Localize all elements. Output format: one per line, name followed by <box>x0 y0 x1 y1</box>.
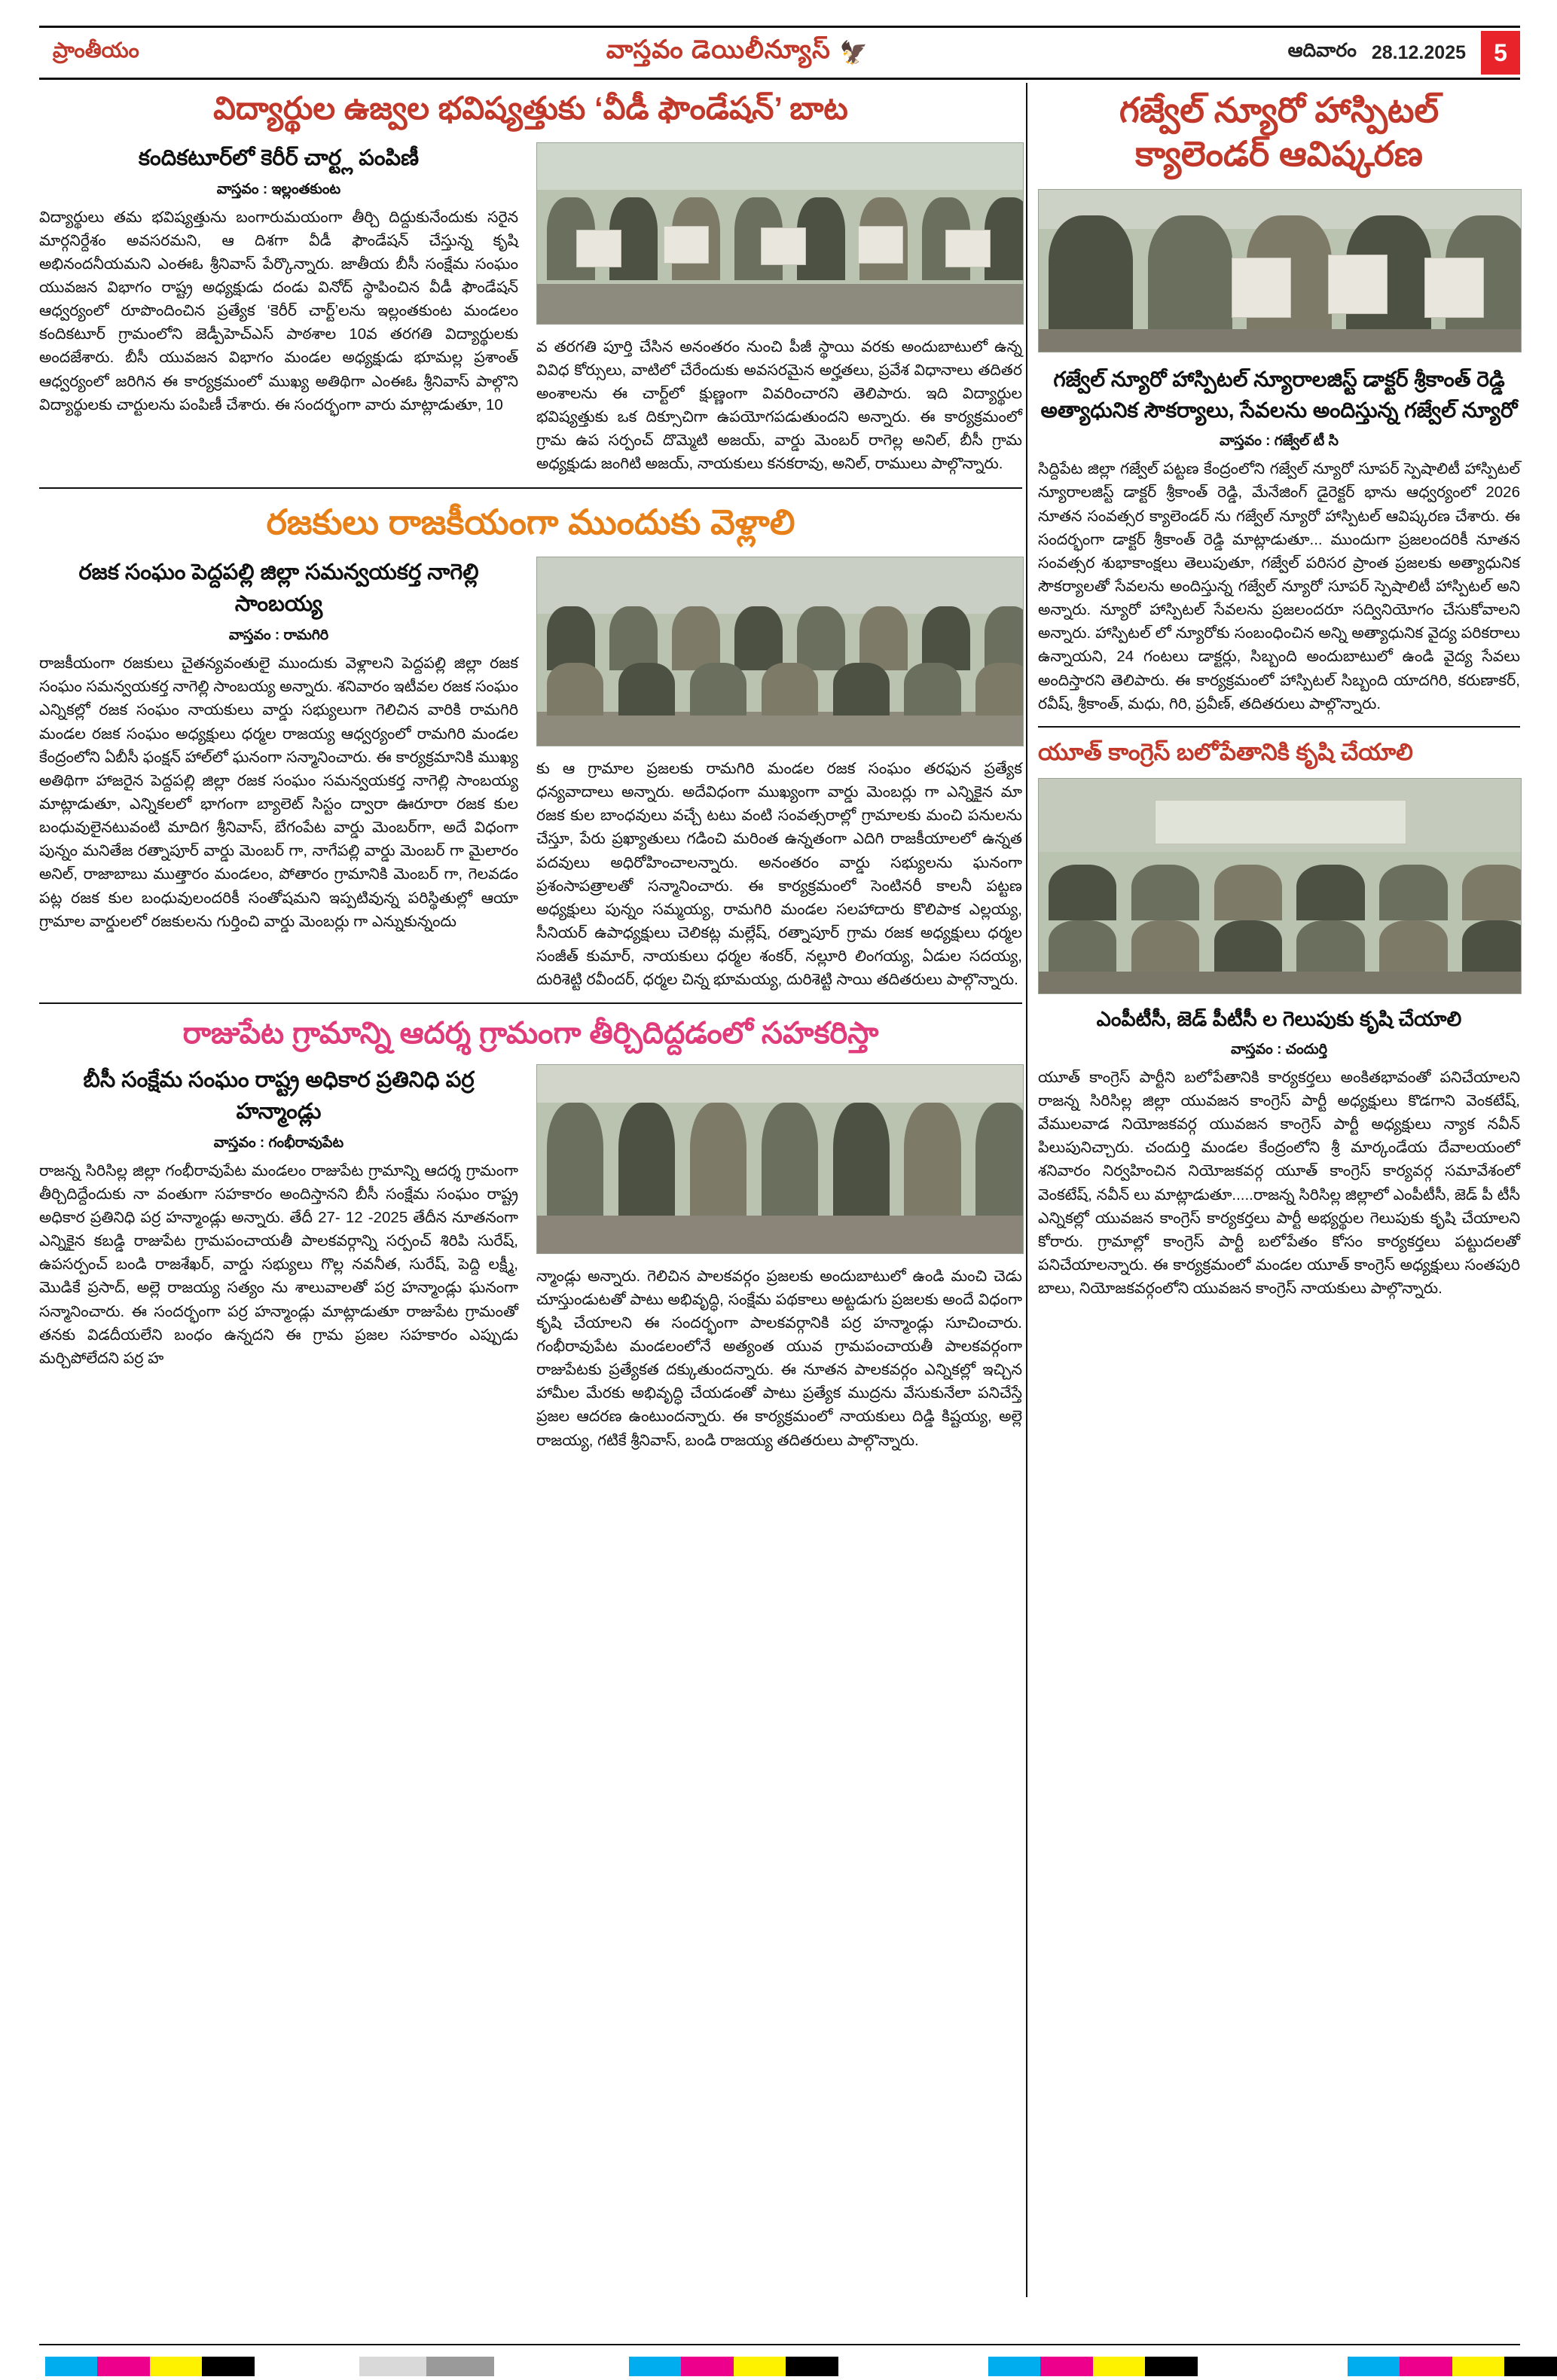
story-rajupeta-village <box>39 1015 1022 1452</box>
rajaka-sangham-group-photo <box>536 557 1024 746</box>
story1-headline: విద్యార్థుల ఉజ్వల భవిష్యత్తుకు ‘వీడీ ఫౌండేషన్’ బాట <box>213 90 848 126</box>
divider-3 <box>1038 726 1520 728</box>
story4-subhead: గజ్వేల్ న్యూరో హాస్పిటల్ న్యూరాలజిస్ట్ డాక్టర్ శ్రీకాంత్ రెడ్డి అత్యాధునిక సౌకర్యాలు, సేవలను అందిస్తున్న గజ్వేల్ న్యూరో <box>1040 368 1518 422</box>
cmyk-colorbar <box>0 2353 1557 2380</box>
bird-icon: 🦅 <box>839 40 869 66</box>
page-number: 5 <box>1481 31 1520 75</box>
story3-subhead: బీసీ సంక్షేమ సంఘం రాష్ట్ర అధికార ప్రతినిధి పర్ర హన్మాండ్లు <box>83 1067 475 1124</box>
story1-col2: వ తరగతి పూర్తి చేసిన అనంతరం నుంచి పీజీ స్థాయి వరకు అందుబాటులో ఉన్న వివిధ కోర్సులు, వాటిలో చేరేందుకు అవసరమైన అర్హతలు, ప్రవేశ విధానాలు తదితర అంశాలను ఈ చార్ట్‌లో క్షుణ్ణంగా వివరించారని తెలిపారు. ఇది విద్యార్థుల భవిష్యత్తుకు ఒక దిక్సూచిగా ఉపయోగపడుతుందని అన్నారు. ఈ కార్యక్రమంలో గ్రామ ఉప సర్పంచ్ దొమ్మెటి అజయ్, వార్డు మెంబర్ రాగెల్ల అనిల్, బీసీ గ్రామ అధ్యక్షుడు జంగిటి అజయ్, నాయకులు కనకరావు, అనిల్, రాములు పాల్గొన్నారు. <box>536 337 1022 473</box>
divider-2 <box>39 1002 1022 1004</box>
story5-subhead: ఎంపీటీసీ, జెడ్ పీటీసీ ల గెలుపుకు కృషి చేయాలి <box>1096 1007 1462 1030</box>
calendar-release-photo <box>1038 189 1522 352</box>
story1-col1: విద్యార్థులు తమ భవిష్యత్తును బంగారుమయంగా తీర్చి దిద్దుకునేందుకు సరైన మార్గనిర్దేశం అవసరమని, ఆ దిశగా వీడీ ఫౌండేషన్ చేస్తున్న కృషి అభినందనీయమని ఎంఈఓ శ్రీనివాస్ పేర్కొన్నారు. జాతీయ బీసీ సంక్షేమ సంఘం యువజన విభాగం రాష్ట్ర అధ్యక్షుడు దండు వినోద్ స్థాపించిన వీడీ ఫౌండేషన్ ఆధ్వర్యంలో రూపొందించిన ప్రత్యేక ‘కెరీర్ చార్ట్’లను ఇల్లంతకుంట మండలం కందికటూర్ గ్రామంలోని జెడ్పీహెచ్ఎస్ పాఠశాల 10వ తరగతి విద్యార్థులకు అందజేశారు. బీసీ యువజన విభాగం మండల అధ్యక్షుడు భూమల్ల ప్రశాంత్ ఆధ్వర్యంలో జరిగిన ఈ కార్యక్రమంలో ముఖ్య అతిథిగా ఎంఈఓ శ్రీనివాస్ పాల్గొని విద్యార్థులకు చార్టులను పంపిణీ చేశారు. ఈ సందర్భంగా వారు మాట్లాడుతూ, 10 <box>39 208 518 413</box>
story2-dateline: వాస్తవం : రామగిరి <box>228 627 329 644</box>
left-column-block <box>39 89 1022 1452</box>
story1-subhead: కందికటూర్‌లో కెరీర్ చార్ట్ల పంపిణీ <box>138 145 420 170</box>
youth-congress-meeting-photo <box>1038 778 1522 994</box>
story4-dateline: వాస్తవం : గజ్వేల్ టీ సి <box>1220 433 1339 450</box>
story3-col2: న్మాండ్లు అన్నారు. గెలిచిన పాలకవర్గం ప్రజలకు అందుబాటులో ఉండి మంచి చెడు చూస్తుండుటతో పాటు అభివృద్ధి, సంక్షేమ పథకాలు అట్టడుగు ప్రజలకు అందే విధంగా కృషి చేయాలని ఈ సందర్భంగా పాలకవర్గానికి పర్ర హన్మాండ్లు సూచించారు. గంభీరావుపేట మండలంలోనే అత్యంత యువ గ్రామపంచాయతీ పాలకవర్గంగా రాజుపేటకు ప్రత్యేకత దక్కుతుందన్నారు. ఈ నూతన పాలకవర్గం ఎన్నికల్లో ఇచ్చిన హామీల మేరకు అభివృద్ధి చేయడంతో పాటు ప్రత్యేక ముద్రను వేసుకునేలా పనిచేస్తే ప్రజల ఆదరణ ఉంటుందన్నారు. ఈ కార్యక్రమంలో నాయకులు దిడ్డి కిష్టయ్య, అల్లె రాజయ్య, గటికే శ్రీనివాస్, బండి రాజయ్య తదితరులు పాల్గొన్నారు. <box>536 1267 1022 1449</box>
story-youth-congress <box>1038 738 1520 1300</box>
story4-headline-line1: గజ్వేల్ న్యూరో హాస్పిటల్ <box>1119 90 1439 130</box>
story3-col1: రాజన్న సిరిసిల్ల జిల్లా గంభీరావుపేట మండలం రాజుపేట గ్రామాన్ని ఆదర్శ గ్రామంగా తీర్చిదిద్దేందుకు నా వంతుగా సహకారం అందిస్తానని బీసీ సంక్షేమ సంఘం రాష్ట్ర అధికార ప్రతినిధి పర్ర హన్మాండ్లు అన్నారు. తేదీ 27- 12 -2025 తేదీన నూతనంగా ఎన్నికైన కబడ్డి రాజుపేట గ్రామపంచాయతీ పాలకవర్గాన్ని సర్పంచ్ శిరిపి సురేష్, ఉపసర్పంచ్ బండి రాజశేఖర్, వార్డు సభ్యులు గొల్ల నవనీత, సురేష్, పెద్ది లక్ష్మీ, మొడికే ప్రసాద్, అల్లె రాజయ్య సత్యం ను శాలువాలతో పర్ర హన్మాండ్లు ఘనంగా సన్మానించారు. ఈ సందర్భంగా పర్ర హన్మాండ్లు మాట్లాడుతూ రాజుపేట గ్రామంతో తనకు విడదీయలేని బంధం ఉన్నదని ఈ గ్రామ ప్రజల సహకారం ఎప్పుడు మర్చిపోలేదని పర్ర హ <box>39 1161 518 1367</box>
story1-dateline: వాస్తవం : ఇల్లంతకుంట <box>216 181 341 197</box>
story5-body: యూత్ కాంగ్రెస్ పార్టీని బలోపేతానికి కార్యకర్తలు అంకితభావంతో పనిచేయాలని రాజన్న సిరిసిల్ల జిల్లా యువజన కాంగ్రెస్ పార్టీ అధ్యక్షులు కొడగాని వెంకటేష్, వేములవాడ నియోజకవర్గ యువజన కాంగ్రెస్ పార్టీ అధ్యక్షులు న్యాక నవీన్ పిలుపునిచ్చారు. చందుర్తి మండల కేంద్రంలోని శ్రీ మార్కండేయ దేవాలయంలో శనివారం నిర్వహించిన నియోజకవర్గ యూత్ కాంగ్రెస్ కార్యవర్గ సమావేశంలో వెంకటేష్, నవీన్ లు మాట్లాడుతూ.....రాజన్న సిరిసిల్ల జిల్లాలో ఎంపీటీసీ, జెడ్ పీ టీసీ ఎన్నికల్లో యువజన కాంగ్రెస్ కార్యకర్తలు పార్టీ అభ్యర్థుల గెలుపుకు కృషి చేయాలని కోరారు. గ్రామాల్లో కాంగ్రెస్ పార్టీ బలోపేతం కోసం కార్యకర్తలు పట్టుదలతో పనిచేయాలన్నారు. ఈ కార్యక్రమంలో మండల యూత్ కాంగ్రెస్ అధ్యక్షులు సంతపురి బాలు, నియోజకవర్గంలోని యువజన కాంగ్రెస్ నాయకులు పాల్గొన్నారు. <box>1038 1068 1520 1298</box>
masthead <box>39 26 1520 80</box>
newspaper-title <box>279 35 1196 71</box>
career-chart-distribution-photo <box>536 142 1024 325</box>
story5-dateline: వాస్తవం : చందుర్తి <box>1230 1041 1328 1057</box>
story2-col2: కు ఆ గ్రామాల ప్రజలకు రామగిరి మండల రజక సంఘం తరఫున ప్రత్యేక ధన్యవాదాలు అన్నారు. అదేవిధంగా ముఖ్యంగా వార్డు మెంబర్లు గా ఎన్నికైన మా రజక కుల బాంధవులు వచ్చే టటు వంటి సంవత్సరాల్లో గ్రామాలకు మంచి పనులను చేస్తూ, పేరు ప్రఖ్యాతులు గడించి మరింత ఉన్నతంగా ఎదిగి రాజకీయాలలో ఉన్నత పదవులు అధిరోహించాలన్నారు. అనంతరం వార్డు సభ్యులను ఘనంగా ప్రశంసాపత్రాలతో సన్మానించారు. ఈ కార్యక్రమంలో సెంటినరీ కాలనీ పట్టణ అధ్యక్షులు పున్నం సమ్మయ్య, రామగిరి మండల సలహాదారు కొలిపాక ఎల్లయ్య, సీనియర్ ఉపాధ్యక్షులు చెలికట్ల మల్లేష్, రత్నాపూర్ గ్రామ రజక అధ్యక్షులు ధర్మల సంజీత్ కుమార్, నాయకులు ధర్మల శంకర్, నల్లూరి లింగయ్య, ఏడుల సదయ్య, దురిశెట్టి రవీందర్, ధర్మల చిన్న భూమయ్య, దురిశెట్టి సాయి తదితరులు పాల్గొన్నారు. <box>536 759 1022 989</box>
right-column-block <box>1038 89 1520 1300</box>
column-divider <box>1026 83 1027 2297</box>
divider-1 <box>39 487 1022 489</box>
footer-rule <box>39 2344 1520 2345</box>
date-label: 28.12.2025 <box>1371 41 1466 63</box>
story5-headline: యూత్ కాంగ్రెస్ బలోపేతానికి కృషి చేయాలి <box>1038 738 1413 765</box>
story4-body: సిద్దిపేట జిల్లా గజ్వేల్ పట్టణ కేంద్రంలోని గజ్వేల్ న్యూరో సూపర్ స్పెషాలిటీ హాస్పిటల్ న్యూరాలజిస్ట్ డాక్టర్ శ్రీకాంత్ రెడ్డి, మేనేజింగ్ డైరెక్టర్ భాను ఆధ్వర్యంలో 2026 నూతన సంవత్సర క్యాలెండర్ ను గజ్వేల్ న్యూరో హాస్పిటల్ ఆవిష్కరణ చేశారు. ఈ సందర్భంగా డాక్టర్ శ్రీకాంత్ రెడ్డి మాట్లాడుతూ... ముందుగా ప్రజలందరికీ నూతన సంవత్సర శుభాకాంక్షలు తెలుపుతూ, గజ్వేల్ పరిసర ప్రాంత ప్రజలకు అత్యాధునిక సౌకర్యాలతో సేవలను అందిస్తున్న గజ్వేల్ న్యూరో సూపర్ స్పెషాలిటీ హాస్పిటల్ అని అన్నారు. న్యూరో హాస్పిటల్ సేవలను ప్రజలందరూ సద్వినియోగం చేసుకోవాలని అన్నారు. హాస్పిటల్ లో న్యూరోకు సంబంధించిన అన్ని అత్యాధునిక వైద్య పరికరాలు ఉన్నాయని, 24 గంటలు డాక్టర్లు, సిబ్బంది అందుబాటులో ఉండి వైద్య సేవలు అందిస్తారని తెలిపారు. ఈ కార్యక్రమంలో హాస్పిటల్ సిబ్బంది యాదగిరి, కరుణాకర్, రవీష్, శ్రీకాంత్, మధు, గిరి, ప్రవీణ్, తదితరులు పాల్గొన్నారు. <box>1038 460 1520 712</box>
story3-headline: రాజుపేట గ్రామాన్ని ఆదర్శ గ్రామంగా తీర్చిదిద్దడంలో సహకరిస్తా <box>182 1016 879 1050</box>
day-label: ఆదివారం <box>1287 39 1357 61</box>
story-rajaka-politics <box>39 501 1022 991</box>
story-career-charts <box>39 89 1022 475</box>
newspaper-title-text: వాస్తవం డెయిలీన్యూస్ <box>606 35 831 64</box>
rajupeta-village-leaders-photo <box>536 1064 1024 1254</box>
story4-headline-line2: క్యాలెండర్ ఆవిష్కరణ <box>1135 133 1423 173</box>
date-block <box>1196 31 1520 75</box>
story2-col1: రాజకీయంగా రజకులు చైతన్యవంతులై ముందుకు వెళ్లాలని పెద్దపల్లి జిల్లా రజక సంఘం సమన్వయకర్త నాగెల్లి సాంబయ్య అన్నారు. శనివారం ఇటీవల రజక సంఘం ఎన్నికల్లో రజక సంఘం నాయకులు వార్డు సభ్యులుగా గెలిచిన వారికి రామగిరి మండల రజక సంఘం అధ్యక్షులు ధర్మల రాజయ్య ఆధ్వర్యంలో రామగిరి మండల కేంద్రంలోని ఏబీసీ ఫంక్షన్ హాల్‌లో ఘనంగా సన్మానించారు. ఈ కార్యక్రమానికి ముఖ్య అతిథిగా హాజరైన పెద్దపల్లి జిల్లా రజక సంఘం సమన్వయకర్త నాగెల్లి సాంబయ్య మాట్లాడుతూ, ఎన్నికలలో భాగంగా బ్యాలెట్ సిస్టం ద్వారా ఊరూరా రజక కుల బంధువులైనటువంటి మాదిగ శ్రీనివాస్, బేగంపేట వార్డు మెంబర్‌గా, అదే విధంగా పున్నం మనితేజ రత్నాపూర్ వార్డు మెంబర్ గా, నాగేపల్లి వార్డు మెంబర్ గా మైలారం అనిల్, రాజాబాబు ముత్తారం మండలం, పోతారం గ్రామానికి మెంబర్ గా, గెలవడం పట్ల రజక కుల బంధువులందరికీ సంతోషమని ఇప్పటివున్న పరిస్థితుల్లో ఆయా గ్రామాల వార్డులలో రజకులను గుర్తించి వార్డు మెంబర్లు గా ఎన్నుకున్నందు <box>39 654 518 930</box>
story-gajwel-neuro-calendar <box>1038 89 1520 716</box>
story2-headline: రజకులు రాజకీయంగా ముందుకు వెళ్లాలి <box>266 502 795 542</box>
story2-subhead: రజక సంఘం పెద్దపల్లి జిల్లా సమన్వయకర్త నాగెల్లి సాంబయ్య <box>78 560 479 616</box>
section-label: ప్రాంతీయం <box>53 38 139 62</box>
story3-dateline: వాస్తవం : గంభీరావుపేట <box>213 1134 344 1151</box>
